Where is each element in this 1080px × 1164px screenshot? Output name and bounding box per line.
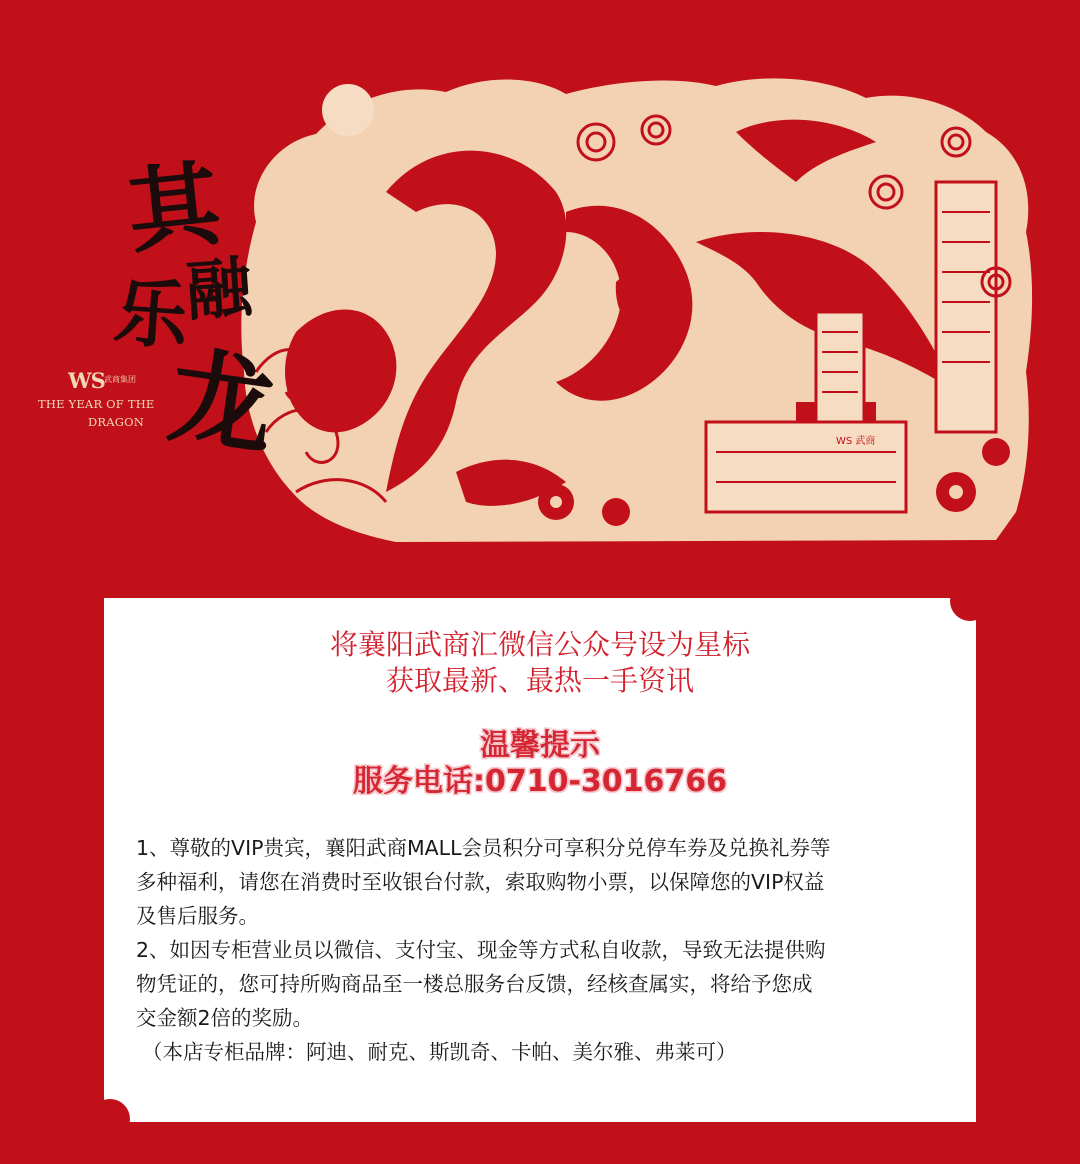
dragon-papercut-illustration [236, 72, 1040, 542]
calligraphy-char: 乐 [111, 269, 191, 361]
calligraphy-char: 其 [122, 149, 226, 267]
banner-artwork [0, 0, 1080, 560]
ticket-notch-top [950, 581, 990, 621]
calligraphy-title [110, 149, 283, 480]
notice-card [104, 598, 976, 1122]
company-name: 武商集团 [104, 375, 136, 384]
headline-star-account: 将襄阳武商汇微信公众号设为星标 [329, 628, 750, 661]
notice-line: 物凭证的，您可持所购商品至一楼总服务台反馈，经核查属实，将给予您成 [136, 972, 813, 996]
tip-title: 温馨提示 [480, 728, 600, 763]
notice-line: 2、如因专柜营业员以微信、支付宝、现金等方式私自收款，导致无法提供购 [136, 938, 826, 962]
calligraphy-char: 龙 [162, 333, 283, 470]
brand-list-note: （本店专柜品牌：阿迪、耐克、斯凯奇、卡帕、美尔雅、弗莱可） [142, 1040, 737, 1064]
ws-logo: WS [68, 368, 105, 393]
calligraphy-char: 融 [183, 247, 255, 331]
notice-line: 交金额2倍的奖励。 [136, 1006, 314, 1030]
building-sign: WS 武商 [836, 436, 876, 447]
notice-line: 1、尊敬的VIP贵宾，襄阳武商MALL会员积分可享积分兑停车券及兑换礼券等 [136, 836, 831, 860]
service-phone: 服务电话:0710-3016766 [352, 764, 728, 799]
notice-line: 及售后服务。 [136, 904, 259, 928]
year-of-dragon-line1: THE YEAR OF THE [38, 397, 155, 411]
headline-latest-news: 获取最新、最热一手资讯 [385, 664, 694, 697]
notice-line: 多种福利，请您在消费时至收银台付款，索取购物小票，以保障您的VIP权益 [136, 870, 825, 894]
year-of-dragon-line2: DRAGON [88, 415, 145, 429]
ticket-notch-bottom [90, 1099, 130, 1139]
sun [322, 84, 374, 136]
